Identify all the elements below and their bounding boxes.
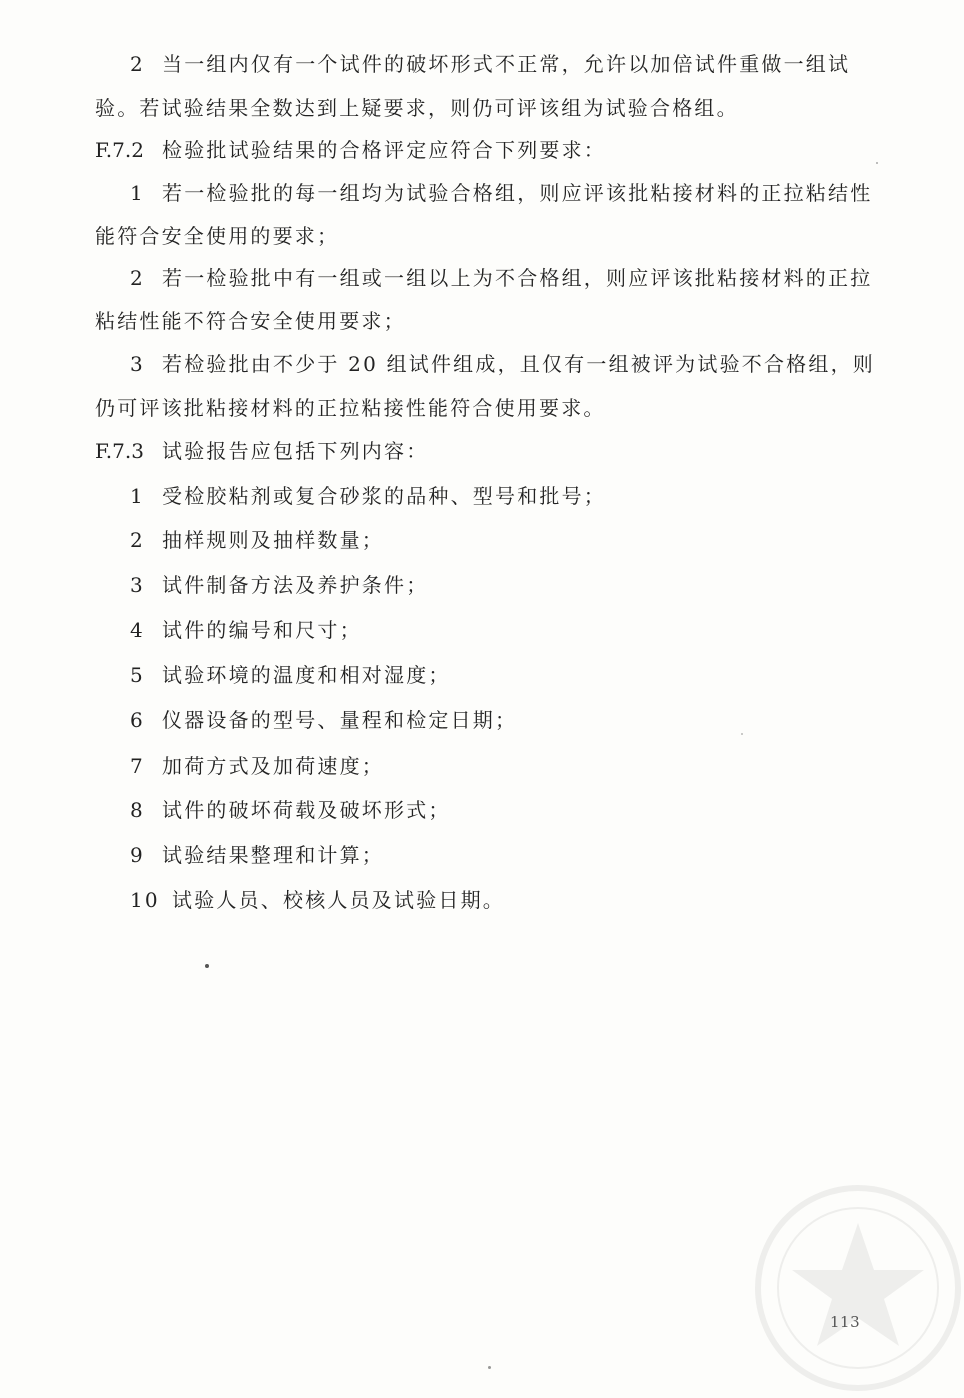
section-heading-text: 检验批试验结果的合格评定应符合下列要求： [162,138,606,162]
star-seal-icon [748,1178,964,1398]
item-number: 2 [130,266,145,290]
item-number: 4 [130,618,145,642]
item-2b-line-2 [95,309,406,333]
item-text: 试验人员、校核人员及试验日期。 [172,888,505,912]
item-number: 1 [130,181,145,205]
item-text: 试验环境的温度和相对湿度； [162,663,451,687]
item-text-continuation: 粘结性能不符合安全使用要求； [95,309,406,333]
item-number: 2 [130,528,145,552]
scan-speck [876,162,878,164]
item-text-continuation: 能符合安全使用的要求； [95,224,340,248]
section-f-7-3 [95,439,428,463]
item-2b-line-1 [130,266,872,290]
section-heading-text: 试验报告应包括下列内容： [162,439,429,463]
report-item-6 [130,708,517,732]
report-item-5 [130,663,451,687]
item-text: 仪器设备的型号、量程和检定日期； [162,708,518,732]
item-text: 试件制备方法及养护条件； [162,573,429,597]
report-item-2 [130,528,384,552]
item-text-continuation: 验。若试验结果全数达到上疑要求，则仍可评该组为试验合格组。 [95,96,739,120]
item-text: 若一检验批的每一组均为试验合格组，则应评该批粘接材料的正拉粘结性 [162,181,873,205]
item-1-line-1 [130,181,872,205]
item-text: 若一检验批中有一组或一组以上为不合格组，则应评该批粘接材料的正拉 [162,266,873,290]
report-item-7 [130,754,384,778]
report-item-9 [130,843,384,867]
scan-speck [741,733,743,735]
item-1-line-2 [95,224,339,248]
item-number: 10 [130,888,160,912]
item-2-line-1 [130,52,850,76]
report-item-4 [130,618,362,642]
item-text: 当一组内仅有一个试件的破坏形式不正常，允许以加倍试件重做一组试 [162,52,851,76]
item-3-line-1 [130,352,875,376]
report-item-10 [130,888,505,912]
item-text: 试件的编号和尺寸； [162,618,362,642]
report-item-3 [130,573,428,597]
item-text: 抽样规则及抽样数量； [162,528,384,552]
report-item-8 [130,798,451,822]
page-number: 113 [830,1313,861,1331]
scan-speck [205,964,209,968]
item-number: 5 [130,663,145,687]
item-text: 试验结果整理和计算； [162,843,384,867]
item-number: 3 [130,352,145,376]
item-text-continuation: 仍可评该批粘接材料的正拉粘接性能符合使用要求。 [95,396,606,420]
item-text: 加荷方式及加荷速度； [162,754,384,778]
item-number: 9 [130,843,145,867]
item-number: 8 [130,798,145,822]
item-number: 2 [130,52,145,76]
section-f-7-2 [95,138,606,162]
item-number: 1 [130,484,145,508]
item-2-line-2 [95,96,739,120]
item-text: 试件的破坏荷载及破坏形式； [162,798,451,822]
item-text: 受检胶粘剂或复合砂浆的品种、型号和批号； [162,484,606,508]
item-number: 3 [130,573,145,597]
item-text: 若检验批由不少于 20 组试件组成，且仅有一组被评为试验不合格组，则 [162,352,875,376]
section-number: F.7.3 [95,439,144,463]
item-3-line-2 [95,396,606,420]
scan-speck [488,1366,491,1369]
section-number: F.7.2 [95,138,144,162]
item-number: 7 [130,754,145,778]
report-item-1 [130,484,606,508]
item-number: 6 [130,708,145,732]
